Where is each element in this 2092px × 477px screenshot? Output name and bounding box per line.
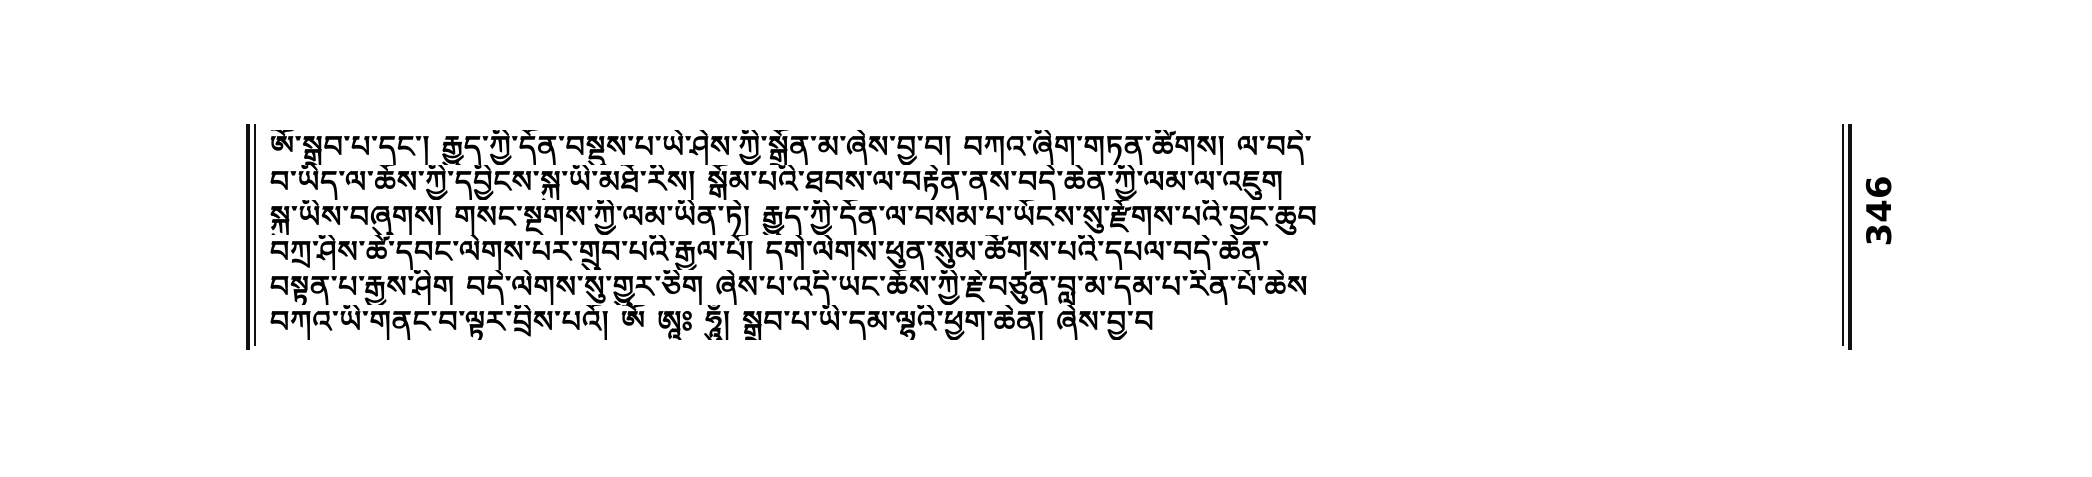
- text-line: སྐུ་ཡིས་བཞུགས། གསང་སྔགས་ཀྱི་ལམ་ཡིན་ཏེ། རྒྱུད་ཀྱི་དོན་ལ་བསམ་པ་ཡོངས་སུ་རྫོགས་པའི་བྱང་ཆུབ: [270, 200, 1318, 235]
- text-line: བ་ཡིད་ལ་ཆོས་ཀྱི་དབྱིངས་སྐུ་ཡི་མཐོ་རིས། སྒོམ་པའི་ཐབས་ལ་བརྟེན་ནས་བདེ་ཆེན་ཀྱི་ལམ་ལ་འཇུག: [270, 165, 1284, 200]
- page-number: 346: [1860, 175, 1900, 247]
- text-line: བཀྲ་ཤིས་ཚེ་དབང་ལེགས་པར་གྲུབ་པའི་རྒྱལ་པོ། དགེ་ལེགས་ཕུན་སུམ་ཚོགས་པའི་དཔལ་བདེ་ཆེན་: [270, 235, 1270, 270]
- right-border-rule: [1848, 124, 1852, 350]
- text-line: བཀའ་ཡི་གནང་བ་ལྟར་བྲིས་པའོ། ༀ ཨཱཿ ཧཱུྃ། སྒྲུབ་པ་ཡི་དམ་ལྷའི་ཕྱག་ཆེན། ཞེས་བྱ་བ: [270, 305, 1155, 340]
- left-inner-border-rule: [254, 124, 256, 346]
- text-line: བསྟན་པ་རྒྱས་ཤིག བདེ་ལེགས་སུ་གྱུར་ཅིག ཞེས་པ་འདི་ཡང་ཆོས་ཀྱི་རྗེ་བཙུན་བླ་མ་དམ་པ་རིན་པོ་ཆེས: [270, 270, 1309, 305]
- text-block: [270, 130, 1828, 344]
- manuscript-folio: [246, 124, 1852, 350]
- left-border-rule: [246, 124, 250, 350]
- text-line: ༀ་སྒྲུབ་པ་དང་། རྒྱུད་ཀྱི་དོན་བསྡུས་པ་ཡེ་ཤེས་ཀྱི་སྒྲོན་མ་ཞེས་བྱ་བ། བཀའ་ཞིག་གཏན་ཚིགས། ལ་བདེ་: [270, 130, 1313, 165]
- right-inner-border-rule: [1842, 124, 1844, 346]
